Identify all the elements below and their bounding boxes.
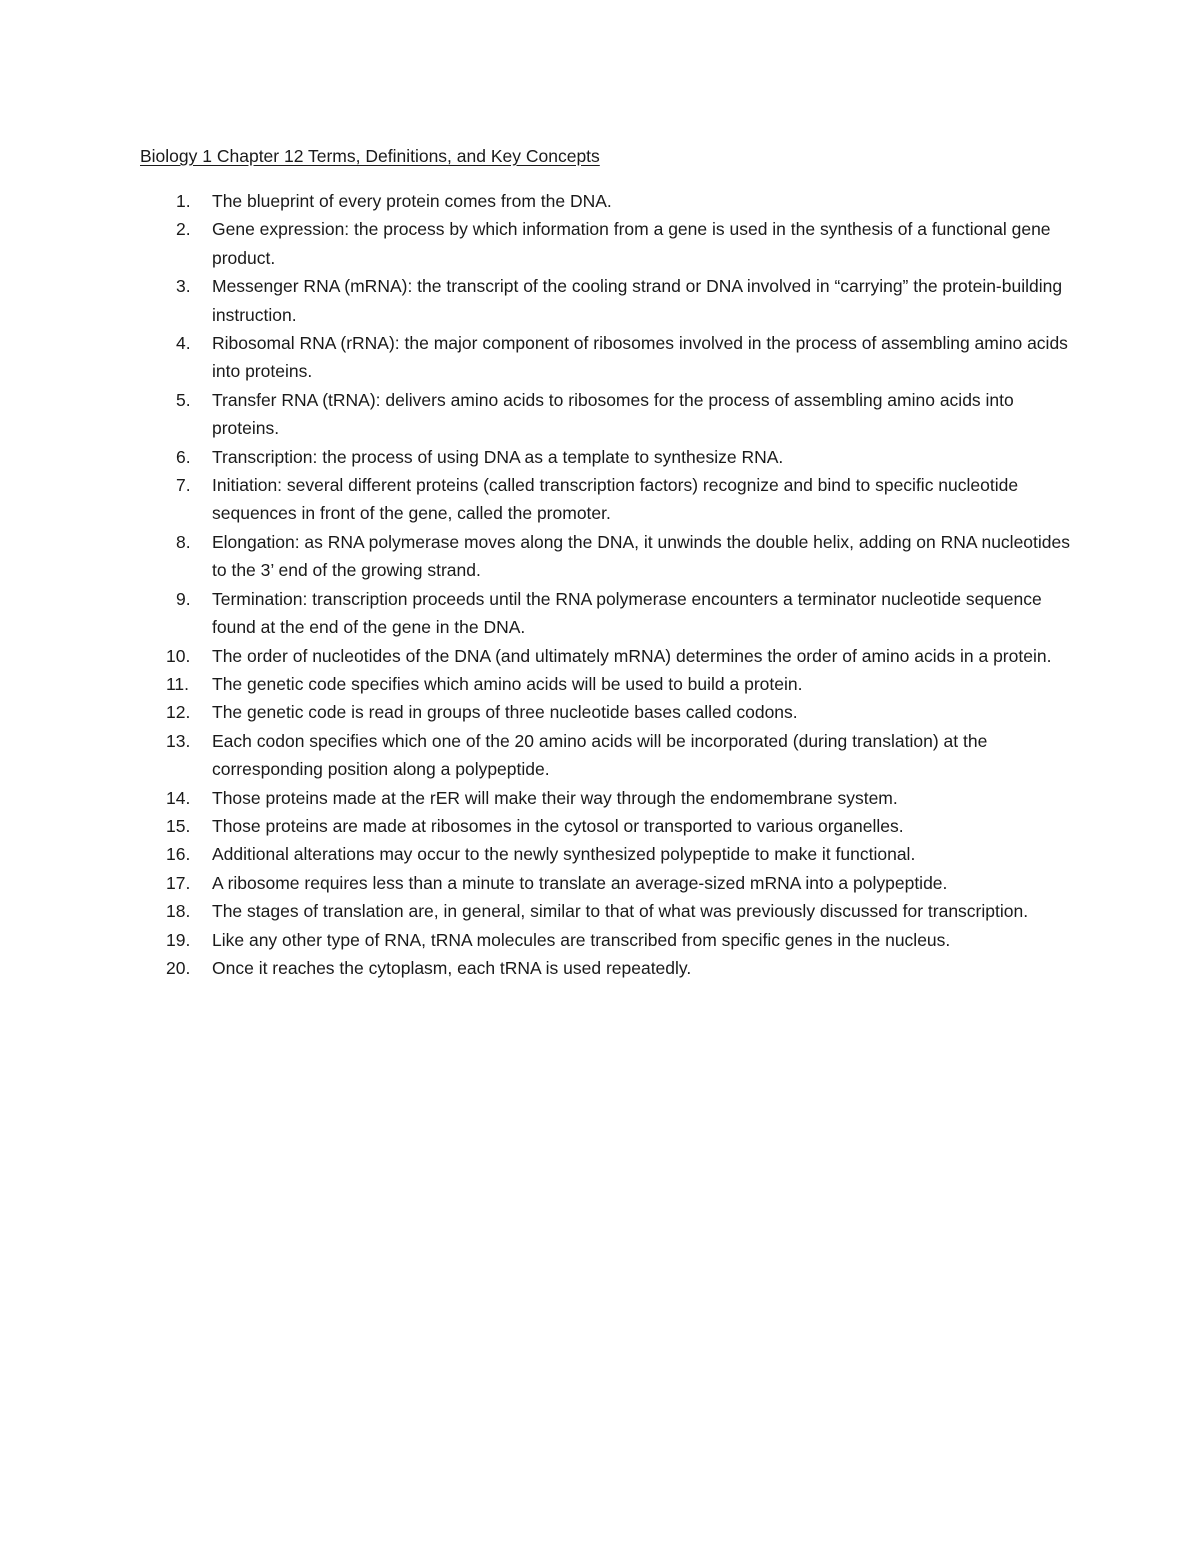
list-item <box>140 642 1070 670</box>
item-number: 4. <box>176 333 191 354</box>
item-text: Ribosomal RNA (rRNA): the major component of ribosomes involved in the process of assembling amino acids into proteins. <box>212 333 1068 382</box>
item-number: 9. <box>176 588 191 609</box>
item-text: A ribosome requires less than a minute to translate an average-sized mRNA into a polypeptide. <box>212 872 948 893</box>
item-number: 5. <box>176 389 191 410</box>
list-item <box>140 443 1070 471</box>
item-number: 8. <box>176 531 191 552</box>
list-item <box>140 727 1070 784</box>
item-number: 6. <box>176 446 191 467</box>
item-text: Transfer RNA (tRNA): delivers amino acids to ribosomes for the process of assembling amino acids into proteins. <box>212 389 1014 439</box>
list-item <box>140 840 1070 868</box>
item-number: 15. <box>166 815 191 836</box>
item-number: 14. <box>166 787 191 808</box>
item-text: Once it reaches the cytoplasm, each tRNA is used repeatedly. <box>212 957 692 978</box>
item-text: The genetic code is read in groups of three nucleotide bases called codons. <box>212 702 798 723</box>
list-item <box>140 954 1070 982</box>
item-text: Transcription: the process of using DNA as a template to synthesize RNA. <box>212 446 784 467</box>
list-item <box>140 784 1070 812</box>
list-item <box>140 471 1070 528</box>
item-number: 10. <box>166 645 191 666</box>
list-item <box>140 670 1070 698</box>
list-item <box>140 528 1070 585</box>
list-item <box>140 698 1070 726</box>
item-number: 17. <box>166 872 191 893</box>
item-number: 12. <box>166 702 191 723</box>
list-item <box>140 585 1070 642</box>
item-text: Gene expression: the process by which information from a gene is used in the synthesis of a functional gene product. <box>212 219 1051 268</box>
item-text: Initiation: several different proteins (called transcription factors) recognize and bind to specific nucleotide sequences in front of the gene, called the promoter. <box>212 475 1019 524</box>
item-number: 3. <box>176 276 191 297</box>
list-item <box>140 187 1070 215</box>
list-item <box>140 869 1070 897</box>
item-number: 2. <box>176 219 191 240</box>
document-title: Biology 1 Chapter 12 Terms, Definitions, and Key Concepts <box>140 146 600 166</box>
item-number: 7. <box>176 475 191 496</box>
list-item <box>140 329 1070 386</box>
item-number: 20. <box>166 957 191 978</box>
item-text: Messenger RNA (mRNA): the transcript of the cooling strand or DNA involved in “carrying” the protein-building instruction. <box>212 276 1063 325</box>
item-number: 13. <box>166 730 191 751</box>
list-item <box>140 272 1070 329</box>
item-text: The stages of translation are, in general, similar to that of what was previously discussed for transcription. <box>212 901 1029 922</box>
list-item <box>140 897 1070 925</box>
item-number: 1. <box>176 191 191 211</box>
item-text: Those proteins are made at ribosomes in the cytosol or transported to various organelles. <box>212 815 904 836</box>
item-number: 11. <box>166 673 190 694</box>
list-item <box>140 215 1070 272</box>
item-text: Each codon specifies which one of the 20 amino acids will be incorporated (during translation) at the corresponding position along a polypeptide. <box>212 730 988 780</box>
item-text: The order of nucleotides of the DNA (and ultimately mRNA) determines the order of amino acids in a protein. <box>212 645 1052 666</box>
list-item <box>140 812 1070 840</box>
item-number: 16. <box>166 844 191 865</box>
terms-list <box>140 187 1070 982</box>
item-text: Those proteins made at the rER will make their way through the endomembrane system. <box>212 787 898 808</box>
item-number: 18. <box>166 901 191 922</box>
list-item <box>140 926 1070 954</box>
item-number: 19. <box>166 929 191 950</box>
item-text: Elongation: as RNA polymerase moves along the DNA, it unwinds the double helix, adding on RNA nucleotides to the 3’ end of the growing strand. <box>212 531 1071 581</box>
item-text: Additional alterations may occur to the newly synthesized polypeptide to make it functional. <box>212 844 916 865</box>
item-text: Like any other type of RNA, tRNA molecules are transcribed from specific genes in the nucleus. <box>212 929 951 950</box>
item-text: The genetic code specifies which amino acids will be used to build a protein. <box>212 673 803 694</box>
item-text: Termination: transcription proceeds until the RNA polymerase encounters a terminator nucleotide sequence found at the end of the gene in the DNA. <box>212 588 1042 638</box>
item-text: The blueprint of every protein comes from the DNA. <box>212 191 612 211</box>
list-item <box>140 386 1070 443</box>
